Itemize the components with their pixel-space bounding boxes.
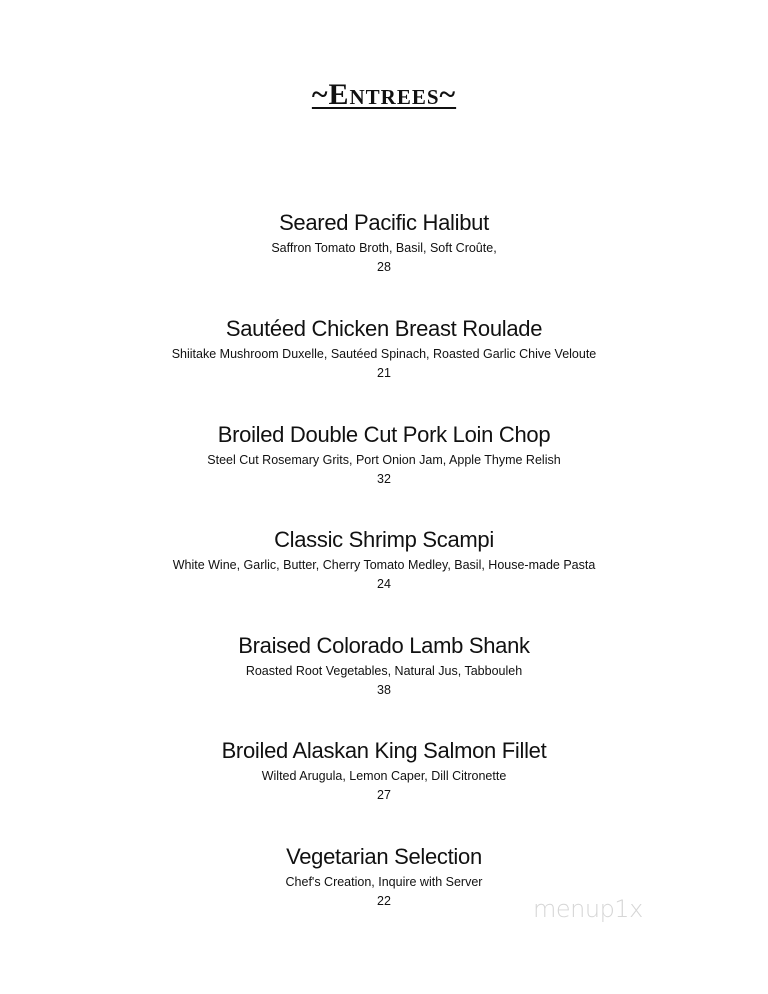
menu-item-description: Roasted Root Vegetables, Natural Jus, Tabbouleh bbox=[245, 664, 523, 678]
page-title-text: ~Entrees~ bbox=[311, 78, 457, 111]
menu-item-name: Classic Shrimp Scampi bbox=[274, 527, 494, 552]
menu-item-price: 28 bbox=[377, 260, 391, 274]
menu-item-name: Broiled Double Cut Pork Loin Chop bbox=[217, 422, 551, 447]
watermark-logo: menup1x bbox=[533, 895, 643, 923]
menu-item-price: 22 bbox=[377, 894, 391, 908]
menu-item-price: 27 bbox=[377, 788, 391, 802]
menu-item bbox=[0, 737, 768, 805]
menu-item-name: Broiled Alaskan King Salmon Fillet bbox=[221, 738, 547, 763]
menu-item bbox=[0, 843, 768, 911]
menu-item-description: Chef's Creation, Inquire with Server bbox=[285, 875, 483, 889]
page-title bbox=[0, 78, 768, 112]
menu-item-price: 24 bbox=[377, 577, 391, 591]
menu-item-description: Wilted Arugula, Lemon Caper, Dill Citronette bbox=[261, 769, 507, 783]
menu-item bbox=[0, 632, 768, 700]
menu-item-description: Steel Cut Rosemary Grits, Port Onion Jam, Apple Thyme Relish bbox=[207, 453, 561, 467]
menu-item bbox=[0, 421, 768, 489]
menu-item-price: 32 bbox=[377, 472, 391, 486]
menu-item bbox=[0, 209, 768, 277]
menu-item-name: Sautéed Chicken Breast Roulade bbox=[225, 316, 543, 341]
menu-item-name: Braised Colorado Lamb Shank bbox=[238, 633, 530, 658]
menu-item-description: Saffron Tomato Broth, Basil, Soft Croûte, bbox=[271, 241, 497, 255]
menu-item-price: 38 bbox=[377, 683, 391, 697]
menu-item-description: Shiitake Mushroom Duxelle, Sautéed Spinach, Roasted Garlic Chive Veloute bbox=[171, 347, 597, 361]
menu-item-name: Seared Pacific Halibut bbox=[279, 210, 489, 235]
menu-item-price: 21 bbox=[377, 366, 391, 380]
menu-item bbox=[0, 315, 768, 383]
menu-item bbox=[0, 526, 768, 594]
menu-item-description: White Wine, Garlic, Butter, Cherry Tomato Medley, Basil, House-made Pasta bbox=[172, 558, 596, 572]
menu-item-name: Vegetarian Selection bbox=[286, 844, 482, 869]
